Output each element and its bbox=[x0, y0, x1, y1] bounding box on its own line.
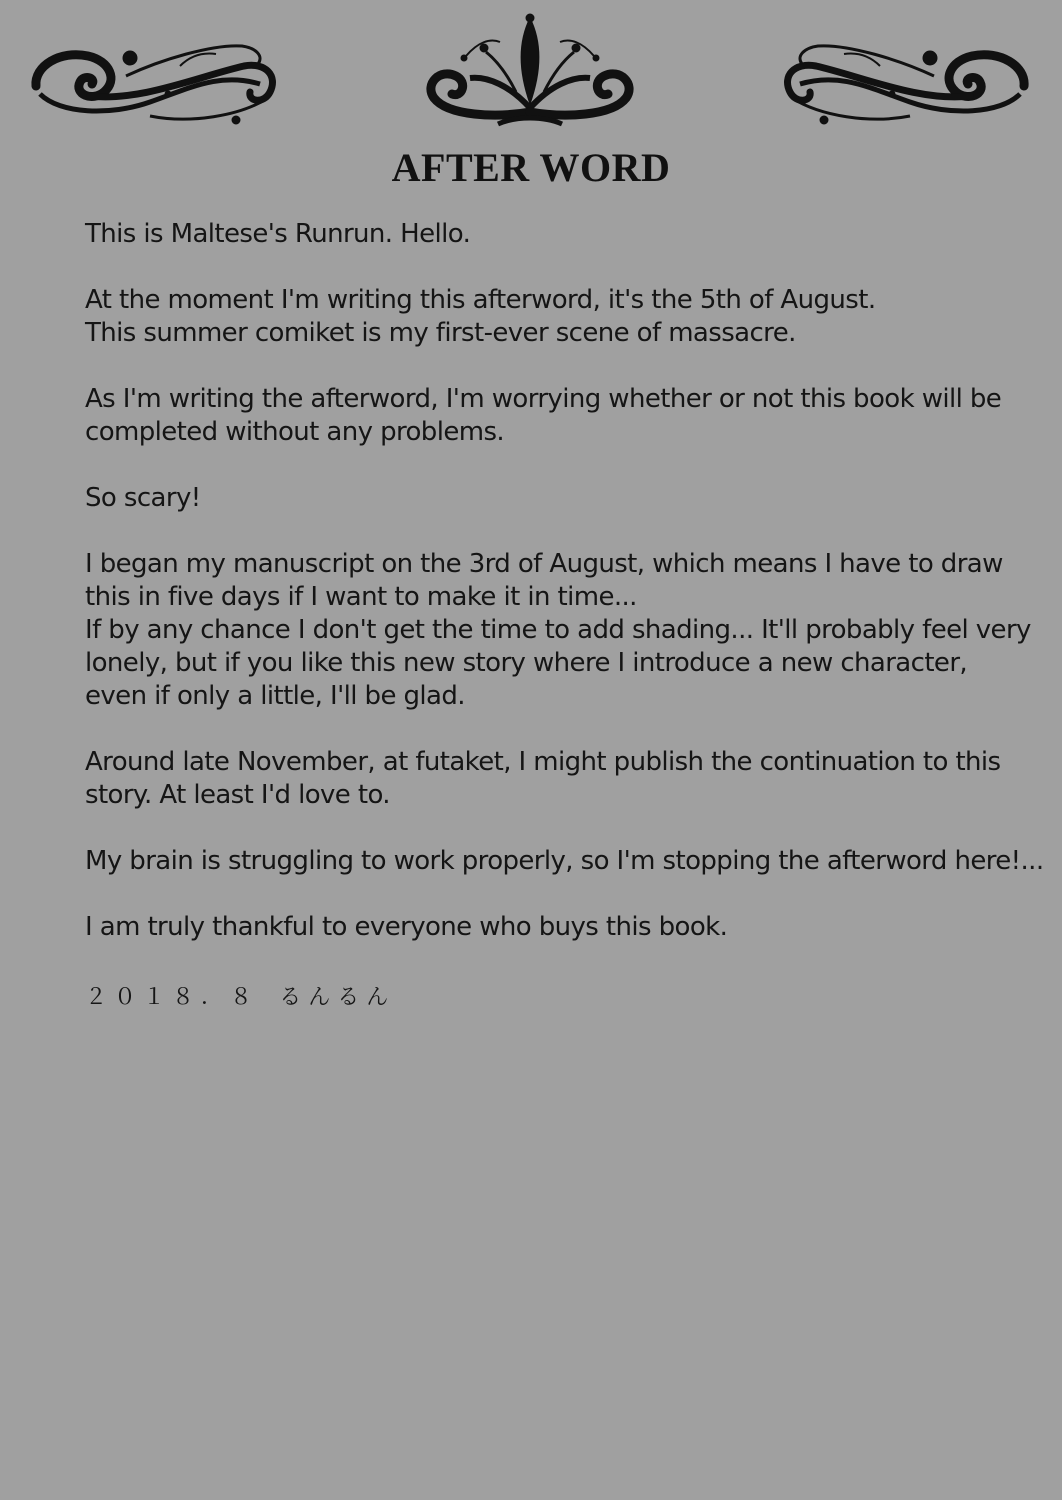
text-line: story. At least I'd love to. bbox=[85, 780, 390, 810]
paragraph-thanks bbox=[85, 911, 1015, 944]
ornament-left-icon bbox=[30, 36, 282, 128]
text-line: If by any chance I don't get the time to add shading... It'll probably feel very bbox=[85, 615, 1031, 645]
paragraph-stopping bbox=[85, 845, 1044, 878]
paragraph-date bbox=[85, 284, 1015, 350]
paragraph-worry bbox=[85, 383, 1015, 449]
paragraph-scary bbox=[85, 482, 1015, 515]
page-title: AFTER WORD bbox=[391, 145, 671, 190]
text-line: At the moment I'm writing this afterword, it's the 5th of August. bbox=[85, 285, 876, 315]
afterword-body bbox=[85, 218, 1044, 977]
paragraph-greeting bbox=[85, 218, 1015, 251]
text-line: even if only a little, I'll be glad. bbox=[85, 681, 465, 711]
text-line: As I'm writing the afterword, I'm worrying whether or not this book will be bbox=[85, 384, 1002, 414]
text-line: This summer comiket is my first-ever scene of massacre. bbox=[85, 318, 796, 348]
text-line: lonely, but if you like this new story where I introduce a new character, bbox=[85, 648, 968, 678]
text-line: Around late November, at futaket, I might publish the continuation to this bbox=[85, 747, 1001, 777]
signature-name: るんるん bbox=[279, 985, 396, 1010]
text-line: this in five days if I want to make it in time... bbox=[85, 582, 637, 612]
ornament-fleur-icon bbox=[426, 12, 634, 128]
text-line: My brain is struggling to work properly, so I'm stopping the afterword here!... bbox=[85, 846, 1044, 876]
signature-date: ２０１８．８ bbox=[85, 985, 260, 1010]
paragraph-manuscript bbox=[85, 548, 1031, 713]
text-line: This is Maltese's Runrun. Hello. bbox=[85, 219, 471, 249]
text-line: So scary! bbox=[85, 483, 201, 513]
ornament-right-icon bbox=[778, 36, 1030, 128]
text-line: I am truly thankful to everyone who buys this book. bbox=[85, 912, 728, 942]
text-line: I began my manuscript on the 3rd of August, which means I have to draw bbox=[85, 549, 1003, 579]
signature bbox=[85, 980, 395, 1011]
paragraph-futaket bbox=[85, 746, 1015, 812]
text-line: completed without any problems. bbox=[85, 417, 505, 447]
